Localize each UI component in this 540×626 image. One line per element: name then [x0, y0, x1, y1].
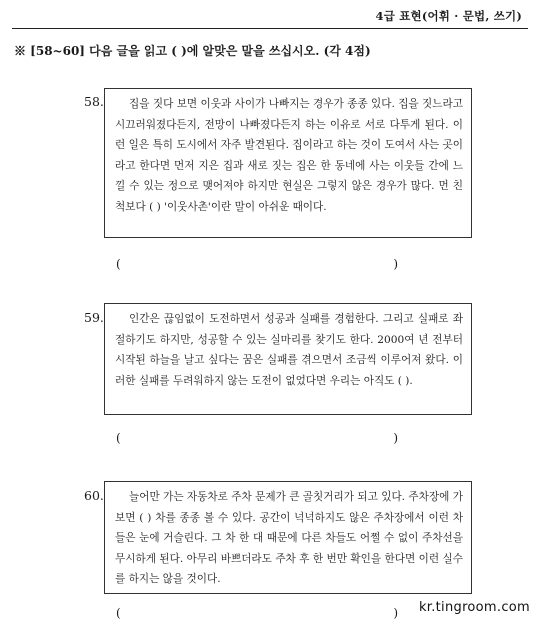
- answer-open-paren: (: [116, 257, 121, 271]
- question-59-number: 59.: [84, 310, 104, 325]
- section-header-title: 4급 표현(어휘 · 문법, 쓰기): [375, 9, 522, 23]
- question-58-number: 58.: [84, 94, 104, 109]
- answer-close-paren: ): [393, 606, 398, 620]
- answer-close-paren: ): [393, 257, 398, 271]
- answer-close-paren: ): [393, 431, 398, 445]
- instruction-text: ※ [58~60] 다음 글을 읽고 ( )에 알맞은 말을 쓰십시오. (각 4점): [14, 44, 371, 58]
- answer-open-paren: (: [116, 606, 121, 620]
- question-60-passage: 늘어만 가는 자동차로 주차 문제가 큰 골칫거리가 되고 있다. 주차장에 가 보면 ( ) 차를 종종 볼 수 있다. 공간이 넉넉하지도 않은 주차장에서 이런 차들은 눈에 거슬린다. 그 차 한 대 때문에 다른 차들도 어쩔 수 없이 주차선을 무시하게 된다. 아무리 바쁘더라도 주차 후 한 번만 확인을 한다면 이런 실수를 하지는 않을 것이다.: [115, 491, 463, 585]
- question-59-passage-box: [104, 303, 472, 415]
- question-60-number: 60.: [84, 488, 104, 503]
- question-58-passage: 집을 짓다 보면 이웃과 사이가 나빠지는 경우가 종종 있다. 집을 짓느라고 시끄러워졌다든지, 전망이 나빠졌다든지 하는 이유로 서로 다투게 된다. 이런 일은 특히 도시에서 자주 발견된다. 집이라고 하는 것이 도여서 사는 곳이라고 한다면 먼저 지은 집과 새로 짓는 집은 한 동네에 사는 이웃들 간에 느낄 수 있는 정으로 맺어져야 하지만 현실은 그렇지 않은 경우가 많다. 먼 친척보다 ( ) '이웃사촌'이란 말이 아쉬운 때이다.: [115, 98, 463, 213]
- question-60-passage-box: [104, 481, 472, 594]
- answer-open-paren: (: [116, 431, 121, 445]
- site-watermark: kr.tingroom.com: [418, 600, 530, 615]
- question-58-passage-box: [104, 88, 472, 238]
- header-divider: [12, 28, 528, 29]
- question-59-passage: 인간은 끊임없이 도전하면서 성공과 실패를 경험한다. 그리고 실패로 좌절하기도 하지만, 성공할 수 있는 실마리를 찾기도 한다. 2000여 년 전부터 시작된 하늘을 날고 싶다는 꿈은 실패를 겪으면서 조금씩 이루어져 왔다. 이러한 실패를 두려워하지 않는 도전이 없었다면 우리는 아직도 ( ).: [115, 313, 463, 387]
